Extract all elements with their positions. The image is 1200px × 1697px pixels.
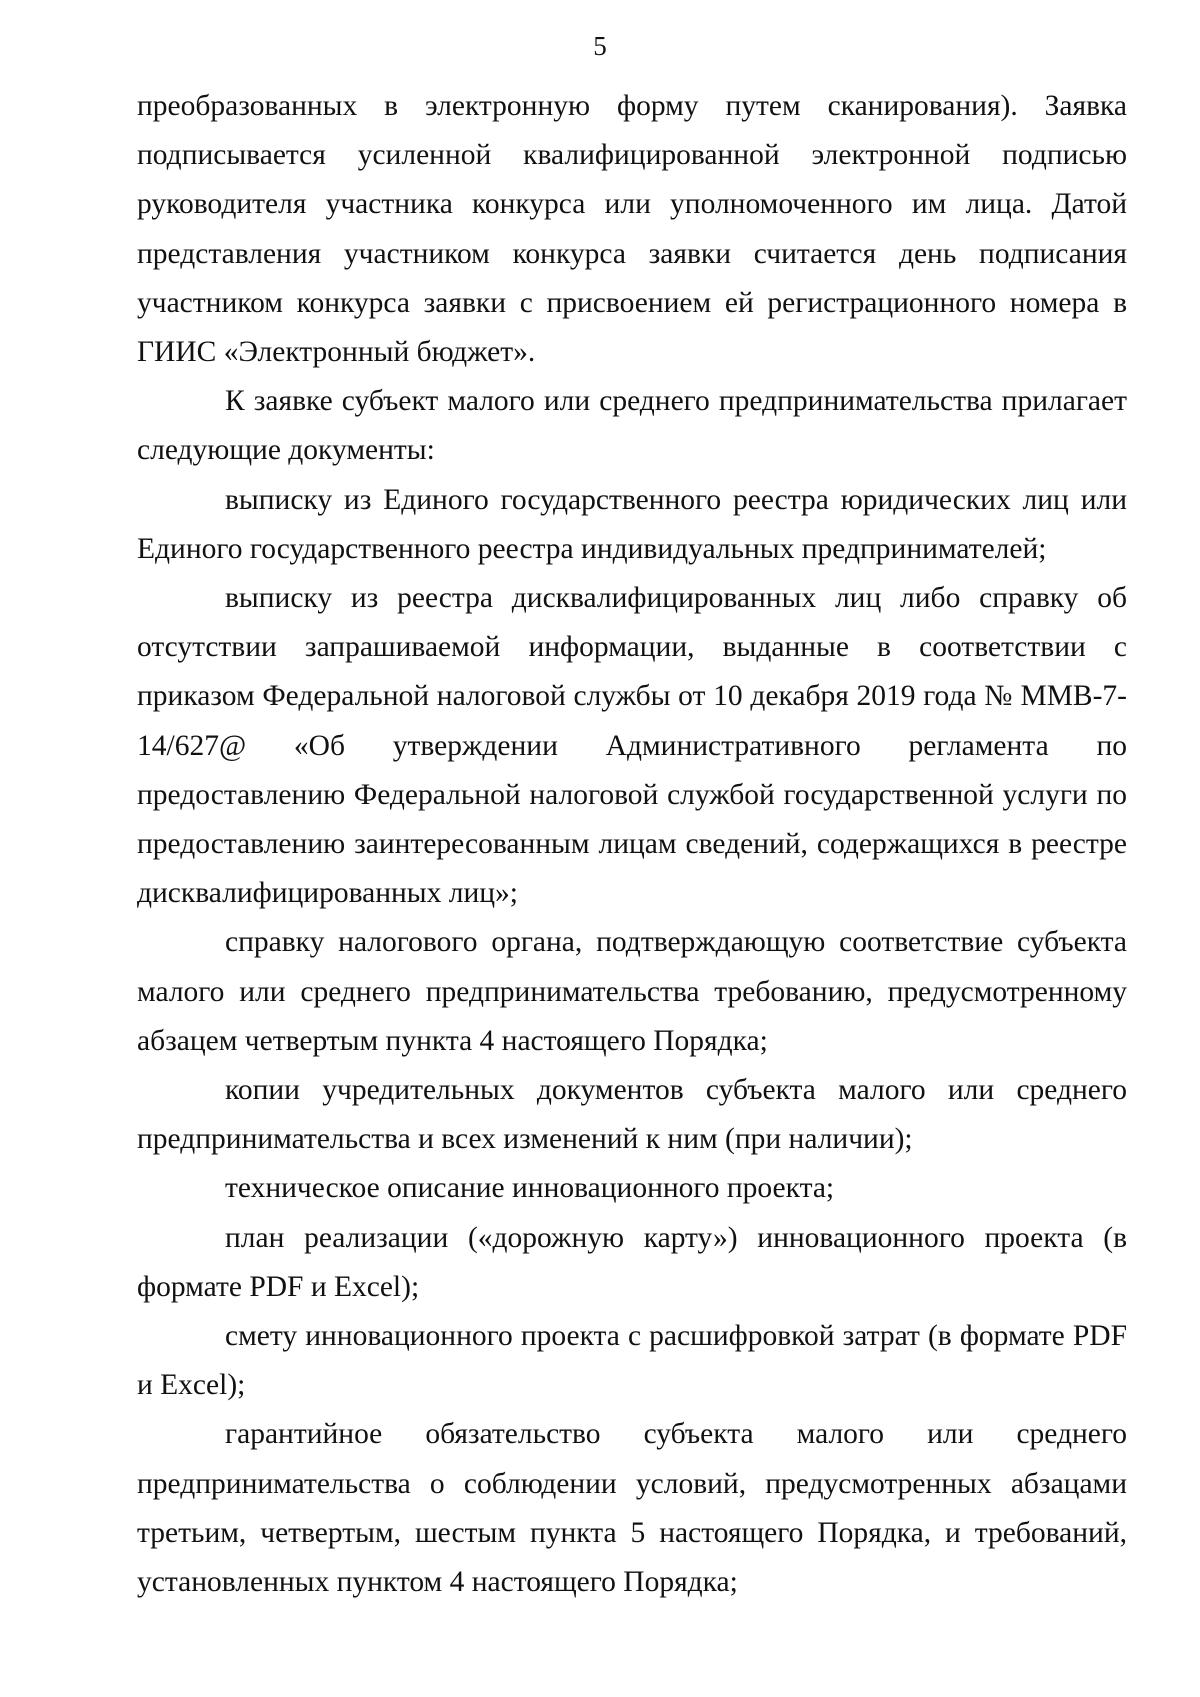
paragraph-egrul-extract: выписку из Единого государственного реестра юридических лиц или Единого государственного реестра индивидуальных предпринимателей; [137,483,1127,565]
paragraph-disqualified-registry-extract: выписку из реестра дисквалифицированных лиц либо справку об отсутствии запрашиваемой информации, выданные в соответствии с приказом Федеральной налоговой службы от 10 декабря 2019 года № ММВ-7-14/627@ «Об утверждении Административного регламента по предоставлению Федеральной налоговой службой государственной услуги по предоставлению заинтересованным лицам сведений, содержащихся в реестре дисквалифицированных лиц»; [137,582,1127,910]
page-number: 5 [593,31,607,61]
paragraph-attached-documents-intro: К заявке субъект малого или среднего предпринимательства прилагает следующие документы: [137,385,1127,467]
paragraph-technical-description: техническое описание инновационного проекта; [225,1172,835,1205]
paragraph-application-signing: преобразованных в электронную форму путем сканирования). Заявка подписывается усиленной квалифицированной электронной подписью руководителя участника конкурса или уполномоченного им лица. Датой представления участником конкурса заявки считается день подписания участником конкурса заявки с присвоением ей регистрационного номера в ГИИС «Электронный бюджет». [137,90,1127,369]
paragraph-roadmap: план реализации («дорожную карту») инновационного проекта (в формате PDF и Excel); [137,1221,1127,1303]
paragraph-cost-estimate: смету инновационного проекта с расшифровкой затрат (в формате PDF и Excel); [137,1320,1127,1402]
paragraph-tax-certificate: справку налогового органа, подтверждающую соответствие субъекта малого или среднего предпринимательства требованию, предусмотренному абзацем четвертым пункта 4 настоящего Порядка; [137,926,1127,1057]
paragraph-guarantee-obligation: гарантийное обязательство субъекта малого или среднего предпринимательства о соблюдении условий, предусмотренных абзацами третьим, четвертым, шестым пункта 5 настоящего Порядка, и требований, установленных пунктом 4 настоящего Порядка; [137,1418,1127,1599]
paragraph-founding-documents: копии учредительных документов субъекта малого или среднего предпринимательства и всех изменений к ним (при наличии); [137,1074,1127,1156]
document-body [137,82,1127,1607]
